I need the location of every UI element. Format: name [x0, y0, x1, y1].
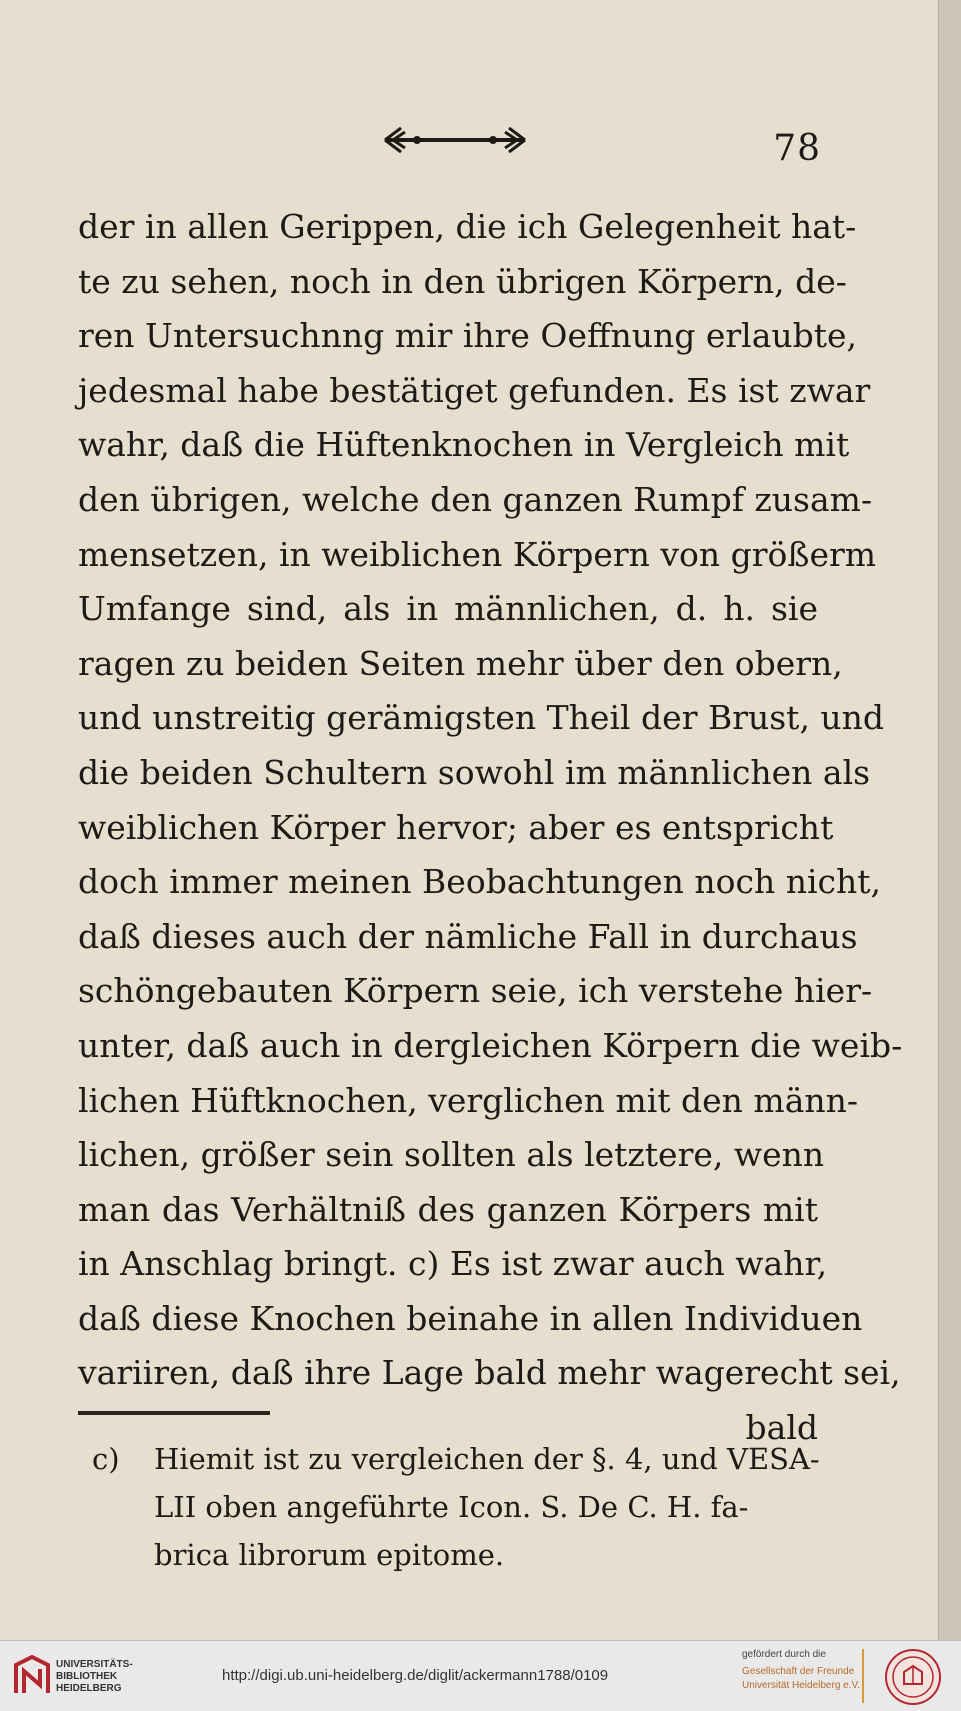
text-line: ragen zu beiden Seiten mehr über den obern,: [78, 643, 843, 683]
text-line: wahr, daß die Hüftenknochen in Vergleich mit: [78, 425, 850, 465]
text-line: jedesmal habe bestätiget gefunden. Es ist zwar: [78, 370, 871, 410]
decorative-ornament-icon: [375, 120, 535, 160]
footnote-rule: [78, 1411, 270, 1415]
university-library-logo-icon[interactable]: [12, 1655, 52, 1697]
text-line: und unstreitig gerämigsten Theil der Brust, und: [78, 698, 885, 738]
body-text: [78, 200, 903, 1456]
text-line: mensetzen, in weiblichen Körpern von größerm: [78, 534, 877, 574]
text-line: weiblichen Körper hervor; aber es entspricht: [78, 807, 834, 847]
text-line: doch immer meinen Beobachtungen noch nicht,: [78, 862, 882, 902]
text-line: daß dieses auch der nämliche Fall in durchaus: [78, 916, 858, 956]
text-line: schöngebauten Körpern seie, ich verstehe hier-: [78, 971, 873, 1011]
text-line: lichen Hüftknochen, verglichen mit den männ-: [78, 1080, 859, 1120]
text-line: Umfange sind, als in männlichen, d. h. sie: [78, 589, 818, 629]
text-line: den übrigen, welche den ganzen Rumpf zusam-: [78, 479, 873, 519]
page-edge: [938, 0, 961, 1640]
footnote: [92, 1435, 820, 1579]
funded-by-label: gefördert durch die: [742, 1649, 826, 1660]
text-line: lichen, größer sein sollten als letztere, wenn: [78, 1135, 825, 1175]
text-line: daß diese Knochen beinahe in allen Individuen: [78, 1298, 863, 1338]
catchword: bald: [745, 1408, 818, 1448]
society-name: Gesellschaft der Freunde Universität Heidelberg e.V.: [742, 1666, 861, 1691]
university-seal-icon[interactable]: [884, 1648, 942, 1706]
text-line: unter, daß auch in dergleichen Körpern die weib-: [78, 1025, 903, 1065]
permalink-url[interactable]: http://digi.ub.uni-heidelberg.de/diglit/ackermann1788/0109: [222, 1667, 609, 1684]
footer-divider: [862, 1649, 864, 1703]
footnote-line: brica librorum epitome.: [154, 1538, 505, 1572]
footnote-marker: c): [92, 1442, 120, 1476]
text-line: in Anschlag bringt. c) Es ist zwar auch wahr,: [78, 1244, 828, 1284]
library-name: UNIVERSITÄTS- BIBLIOTHEK HEIDELBERG: [56, 1659, 133, 1694]
text-line: die beiden Schultern sowohl im männlichen als: [78, 752, 871, 792]
text-line: der in allen Gerippen, die ich Gelegenheit hat-: [78, 207, 857, 246]
text-line: man das Verhältniß des ganzen Körpers mit: [78, 1189, 818, 1229]
page-number: 78: [773, 128, 821, 169]
footnote-line: Hiemit ist zu vergleichen der §. 4, und VESA-: [154, 1442, 820, 1476]
footnote-line: LII oben angeführte Icon. S. De C. H. fa-: [154, 1490, 749, 1524]
text-line: te zu sehen, noch in den übrigen Körpern, de-: [78, 261, 847, 301]
text-line: ren Untersuchnng mir ihre Oeffnung erlaubte,: [78, 316, 858, 356]
digitization-footer: [0, 1640, 961, 1711]
text-line: variiren, daß ihre Lage bald mehr wagerecht sei,: [78, 1353, 901, 1393]
